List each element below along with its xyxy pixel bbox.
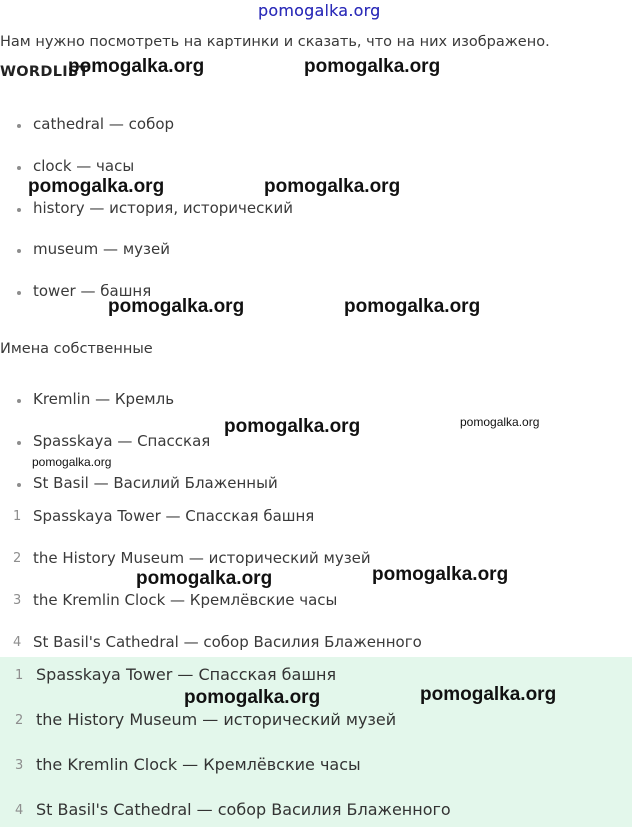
watermark: pomogalka.org [136,568,273,589]
bullet-icon [17,399,21,403]
list-item-text: cathedral — собор [33,115,175,133]
numbered-item [0,633,632,655]
list-item [0,199,632,221]
bullet-icon [17,483,21,487]
item-number: 3 [15,758,24,773]
item-number: 3 [13,593,22,608]
list-item [0,240,632,262]
answer-box [0,657,632,827]
proper-names-heading: Имена собственные [0,341,153,357]
numbered-item-text: Spasskaya Tower — Спасская башня [33,507,315,525]
watermark: pomogalka.org [420,684,557,705]
list-item [0,474,632,496]
list-item-text: Kremlin — Кремль [33,390,175,408]
item-number: 4 [13,635,22,650]
watermark: pomogalka.org [372,564,509,585]
numbered-item-text: the History Museum — исторический музей [33,549,371,567]
numbered-item [0,507,632,529]
list-item [0,115,632,137]
item-number: 2 [13,551,22,566]
watermark: pomogalka.org [264,176,401,197]
numbered-item-text: the Kremlin Clock — Кремлёвские часы [33,591,338,609]
watermark: pomogalka.org [108,296,245,317]
answer-item [0,710,632,734]
list-item [0,282,632,304]
list-item-text: history — история, исторический [33,199,293,217]
header-watermark: pomogalka.org [258,1,381,20]
bullet-icon [17,249,21,253]
watermark: pomogalka.org [304,56,441,77]
bullet-icon [17,124,21,128]
intro-text: Нам нужно посмотреть на картинки и сказать, что на них изображено. [0,34,550,50]
watermark: pomogalka.org [460,415,540,429]
answer-item-text: the Kremlin Clock — Кремлёвские часы [36,755,361,774]
answer-item [0,800,632,824]
answer-item-text: the History Museum — исторический музей [36,710,397,729]
wordlist-heading: WORDLIST [0,64,89,80]
answer-item-text: St Basil's Cathedral — собор Василия Блаженного [36,800,451,819]
bullet-icon [17,291,21,295]
item-number: 2 [15,713,24,728]
list-item-text: Spasskaya — Спасская [33,432,211,450]
list-item-text: tower — башня [33,282,152,300]
numbered-item-text: St Basil's Cathedral — собор Василия Блаженного [33,633,422,651]
list-item-text: museum — музей [33,240,170,258]
answer-item-text: Spasskaya Tower — Спасская башня [36,665,337,684]
numbered-item [0,591,632,613]
watermark: pomogalka.org [224,416,361,437]
list-item [0,390,632,412]
bullet-icon [17,166,21,170]
watermark: pomogalka.org [28,176,165,197]
watermark: pomogalka.org [68,56,205,77]
bullet-icon [17,441,21,445]
item-number: 1 [15,668,24,683]
item-number: 1 [13,509,22,524]
answer-item [0,755,632,779]
list-item-text: St Basil — Василий Блаженный [33,474,278,492]
watermark: pomogalka.org [32,455,112,469]
watermark: pomogalka.org [344,296,481,317]
numbered-item [0,549,632,571]
list-item-text: clock — часы [33,157,135,175]
watermark: pomogalka.org [184,687,321,708]
item-number: 4 [15,803,24,818]
bullet-icon [17,208,21,212]
